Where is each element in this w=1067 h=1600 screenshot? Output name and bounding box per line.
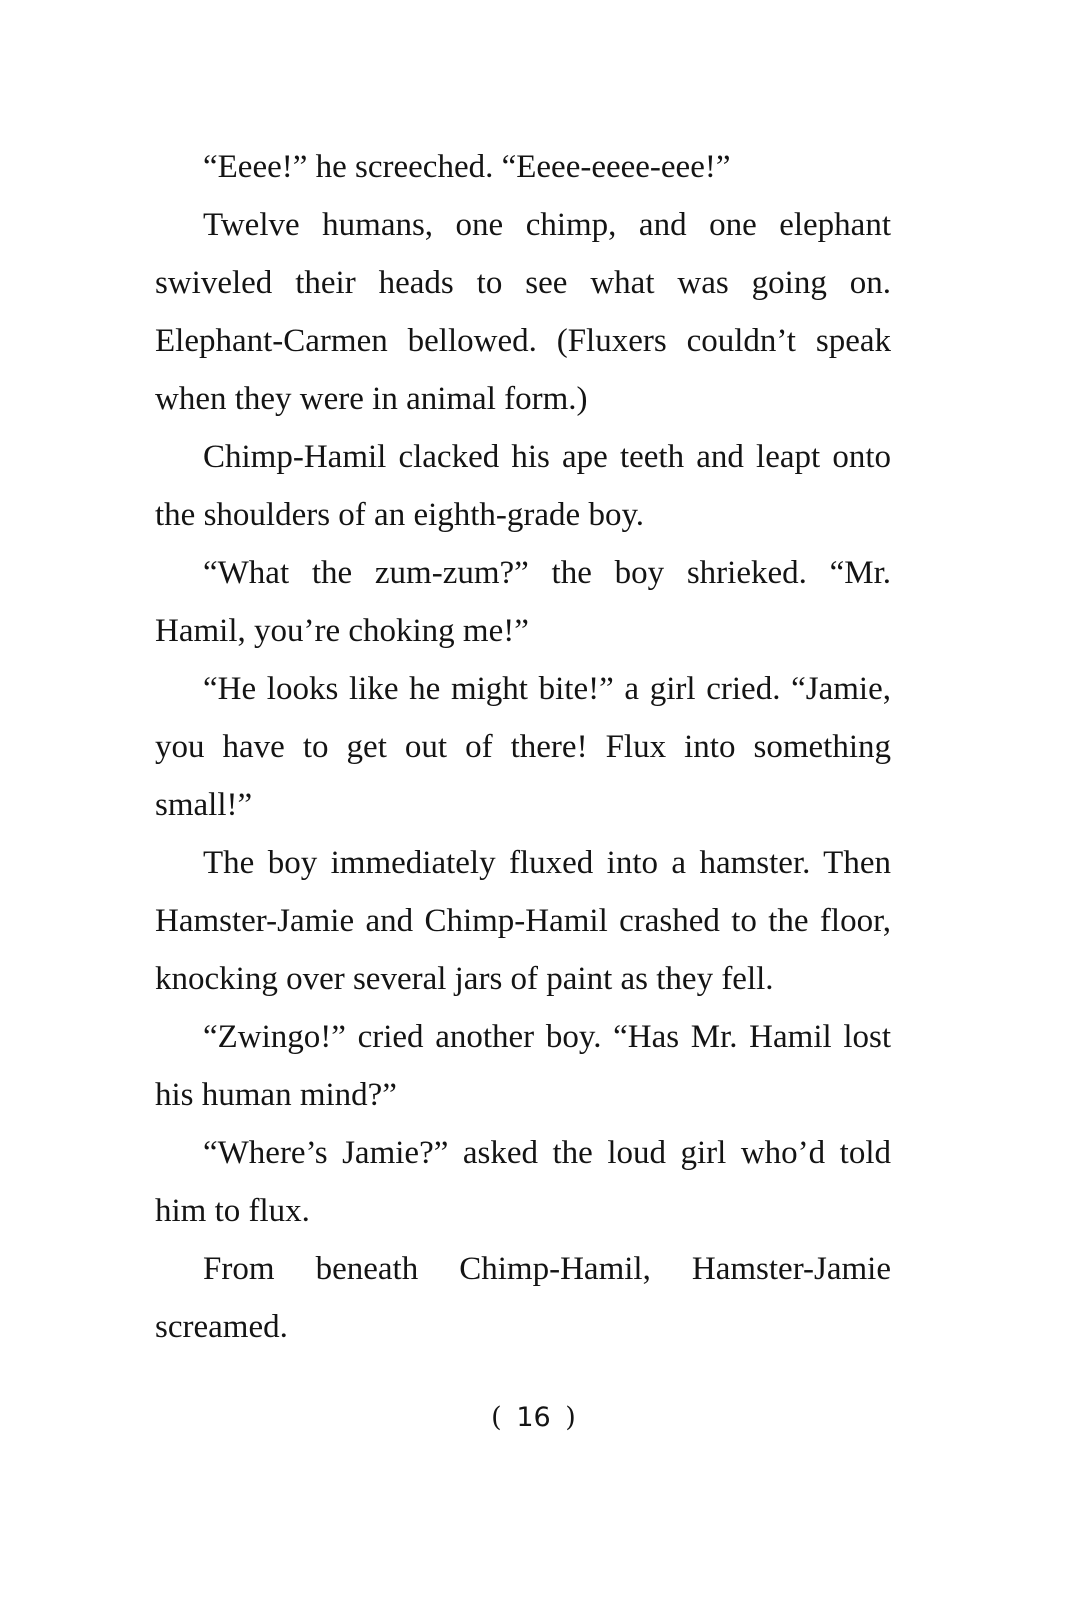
page-number-value: 16 <box>516 1402 551 1433</box>
paragraph: Chimp-Hamil clacked his ape teeth and leapt onto the shoulders of an eighth-grade boy. <box>155 439 891 533</box>
paragraph: Twelve humans, one chimp, and one elephant swiveled their heads to see what was going on. Elephant-Carmen bellowed. (Fluxers couldn’t speak when they were in animal form.) <box>155 207 891 417</box>
paragraph: “What the zum-zum?” the boy shrieked. “Mr. Hamil, you’re choking me!” <box>155 555 891 649</box>
page-number-open-paren: ( <box>491 1402 502 1433</box>
page-number-close-paren: ) <box>565 1402 576 1433</box>
paragraph: “Zwingo!” cried another boy. “Has Mr. Hamil lost his human mind?” <box>155 1019 891 1113</box>
body-text <box>155 138 891 1356</box>
page-number <box>0 1400 1067 1436</box>
paragraph: From beneath Chimp-Hamil, Hamster-Jamie screamed. <box>155 1251 891 1345</box>
paragraph: “He looks like he might bite!” a girl cried. “Jamie, you have to get out of there! Flux into something small!” <box>155 671 891 823</box>
paragraph: “Where’s Jamie?” asked the loud girl who’d told him to flux. <box>155 1135 891 1229</box>
paragraph: The boy immediately fluxed into a hamster. Then Hamster-Jamie and Chimp-Hamil crashed to the floor, knocking over several jars of paint as they fell. <box>155 845 891 997</box>
paragraph: “Eeee!” he screeched. “Eeee-eeee-eee!” <box>203 149 731 185</box>
